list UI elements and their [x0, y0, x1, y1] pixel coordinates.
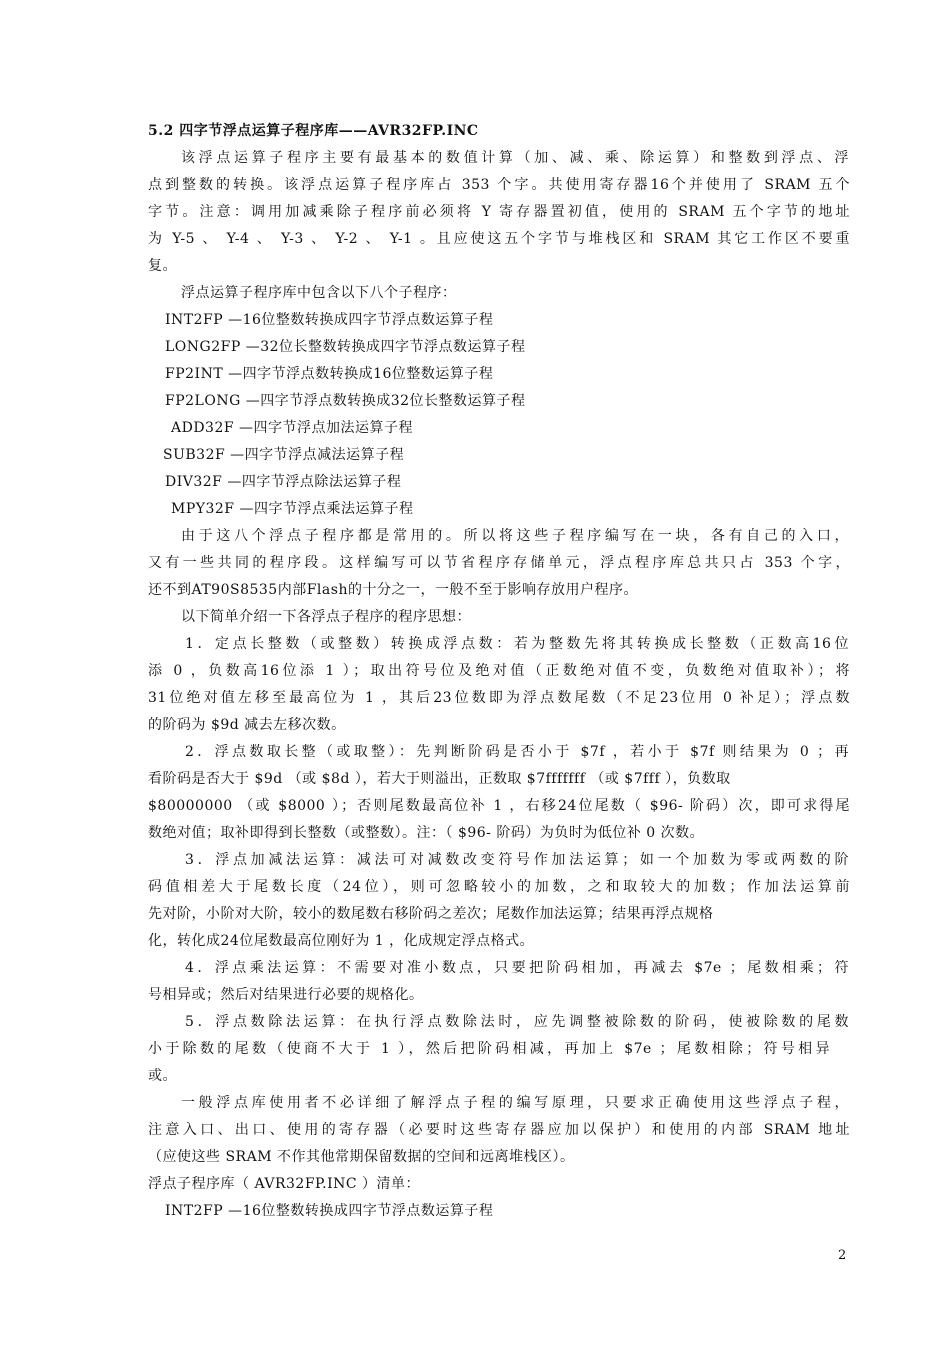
list-intro: 浮点运算子程序库中包含以下八个子程序： — [181, 285, 457, 301]
closing-line-2: 注意入口、出口、使用的寄存器（必要时这些寄存器应加以保护）和使用的内部 SRAM 地址 — [148, 1122, 850, 1138]
intro-line-1: 该浮点运算子程序主要有最基本的数值计算（加、减、乘、除运算）和整数到浮点、浮 — [181, 150, 849, 166]
item1-line-1: 1．定点长整数（或整数）转换成浮点数：若为整数先将其转换成长整数（正数高16位 — [185, 636, 849, 652]
intro-line-3: 字节。注意：调用加减乘除子程序前必须将 Y 寄存器置初值，使用的 SRAM 五个字节的地址 — [148, 204, 850, 220]
item3-line-2: 码值相差大于尾数长度（24位），则可忽略较小的加数，之和取较大的加数；作加法运算前 — [148, 879, 850, 895]
summary-line-2: 又有一些共同的程序段。这样编写可以节省程序存储单元，浮点程序库总共只占 353 个字， — [148, 555, 850, 571]
item2-line-2: 看阶码是否大于 $9d （或 $8d ），若大于则溢出，正数取 $7fffffff （或 $7fff ），负数取 — [148, 771, 731, 787]
summary-line-3: 还不到AT90S8535内部Flash的十分之一，一般不至于影响存放用户程序。 — [148, 582, 638, 598]
routine-item: INT2FP —16位整数转换成四字节浮点数运算子程 — [165, 312, 494, 328]
item1-line-3: 31位绝对值左移至最高位为 1 ，其后23位数即为浮点数尾数（不足23位用 0 补足）；浮点数 — [148, 690, 850, 706]
item1-line-4: 的阶码为 $9d 减去左移次数。 — [148, 717, 346, 733]
routine-item: LONG2FP —32位长整数转换成四字节浮点数运算子程 — [165, 339, 526, 355]
routine-item: SUB32F —四字节浮点减法运算子程 — [163, 447, 405, 463]
item2-line-1: 2．浮点数取长整（或取整）：先判断阶码是否小于 $7f ，若小于 $7f 则结果为 0 ；再 — [185, 744, 849, 760]
routine-item: DIV32F —四字节浮点除法运算子程 — [165, 474, 402, 490]
ideas-intro: 以下简单介绍一下各浮点子程序的程序思想： — [181, 609, 471, 625]
closing-line-1: 一般浮点库使用者不必详细了解浮点子程的编写原理，只要求正确使用这些浮点子程， — [181, 1095, 849, 1111]
intro-line-4: 为 Y-5 、 Y-4 、 Y-3 、 Y-2 、 Y-1 。且应使这五个字节与堆栈区和 SRAM 其它工作区不要重 — [148, 231, 850, 247]
item2-line-3: $80000000 （或 $8000 ）；否则尾数最高位补 1 ，右移24位尾数（ $96- 阶码）次，即可求得尾 — [148, 798, 850, 814]
routine-item: FP2LONG —四字节浮点数转换成32位长整数运算子程 — [165, 393, 526, 409]
routine-item: FP2INT —四字节浮点数转换成16位整数运算子程 — [165, 366, 494, 382]
item4-line-2: 号相异或；然后对结果进行必要的规格化。 — [148, 987, 424, 1003]
closing-line-3: （应使这些 SRAM 不作其他常期保留数据的空间和远离堆栈区）。 — [148, 1149, 575, 1165]
item1-line-2: 添 0 ，负数高16位添 1 ）；取出符号位及绝对值（正数绝对值不变，负数绝对值取补）；将 — [148, 663, 850, 679]
item4-line-1: 4．浮点乘法运算：不需要对准小数点，只要把阶码相加，再减去 $7e ；尾数相乘；符 — [185, 960, 849, 976]
intro-line-5: 复。 — [148, 258, 177, 274]
item3-line-4: 化，转化成24位尾数最高位刚好为 1 ，化成规定浮点格式。 — [148, 933, 535, 949]
item5-line-1: 5．浮点数除法运算：在执行浮点数除法时，应先调整被除数的阶码，使被除数的尾数 — [185, 1014, 849, 1030]
item5-line-3: 或。 — [148, 1068, 177, 1084]
intro-line-2: 点到整数的转换。该浮点运算子程序库占 353 个字。共使用寄存器16个并使用了 SRAM 五个 — [148, 177, 850, 193]
routine-item: ADD32F —四字节浮点加法运算子程 — [171, 420, 414, 436]
section-heading: 5.2 四字节浮点运算子程序库——AVR32FP.INC — [148, 123, 479, 139]
summary-line-1: 由于这八个浮点子程序都是常用的。所以将这些子程序编写在一块，各有自己的入口， — [181, 528, 849, 544]
page-number: 2 — [838, 1248, 847, 1263]
item3-line-3: 先对阶，小阶对大阶，较小的数尾数右移阶码之差次；尾数作加法运算；结果再浮点规格 — [148, 906, 714, 922]
item3-line-1: 3．浮点加减法运算：减法可对减数改变符号作加法运算；如一个加数为零或两数的阶 — [185, 852, 849, 868]
routine-item: MPY32F —四字节浮点乘法运算子程 — [171, 501, 414, 517]
item2-line-4: 数绝对值；取补即得到长整数（或整数）。注：（ $96- 阶码）为负时为低位补 0 次数。 — [148, 825, 705, 841]
item5-line-2: 小于除数的尾数（使商不大于 1 ），然后把阶码相减，再加上 $7e ；尾数相除；符号相异 — [148, 1041, 830, 1057]
listing-title: 浮点子程序库（ AVR32FP.INC ）清单： — [148, 1176, 421, 1192]
listing-first-item: INT2FP —16位整数转换成四字节浮点数运算子程 — [165, 1203, 494, 1219]
